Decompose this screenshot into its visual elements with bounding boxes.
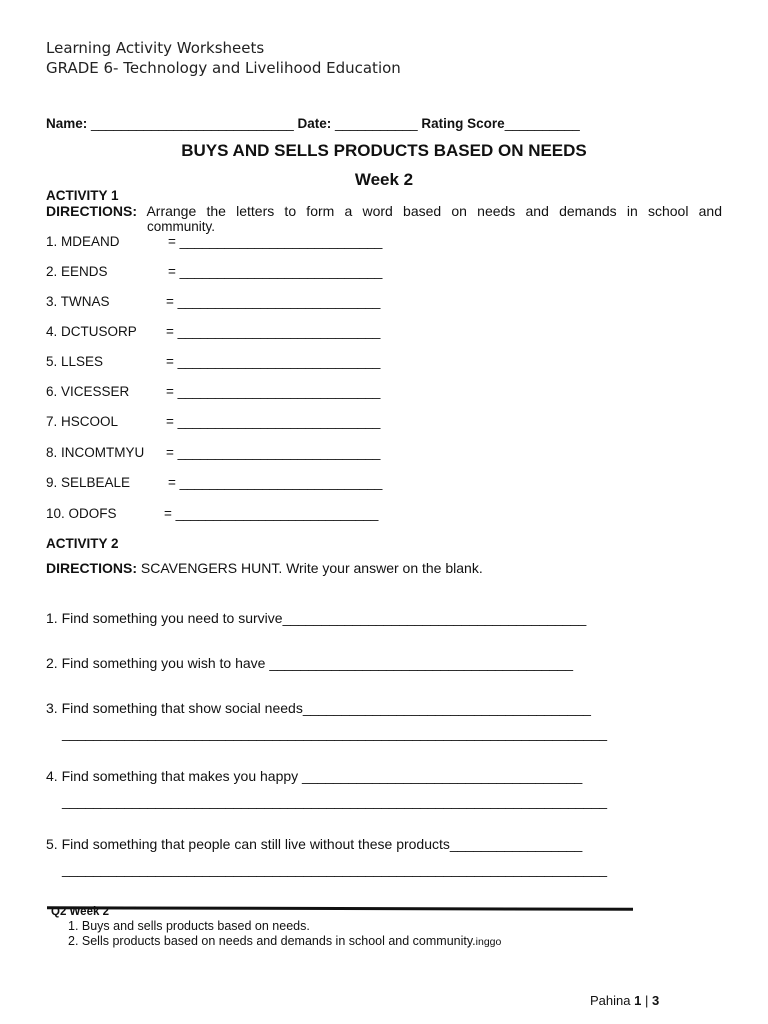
worksheet-header-line2: GRADE 6- Technology and Livelihood Education	[46, 59, 401, 77]
worksheet-header-line1: Learning Activity Worksheets	[46, 39, 265, 57]
activity1-item-word: 3. TWNAS	[46, 294, 110, 309]
rating-label: Rating Score	[421, 116, 505, 131]
activity1-item-word: 6. VICESSER	[46, 384, 130, 399]
page-prefix: Pahina	[590, 993, 635, 1008]
date-label: Date:	[297, 116, 332, 131]
activity1-item-answer[interactable]: = ___________________________	[166, 414, 381, 429]
page-total: 3	[651, 993, 660, 1008]
activity1-item-answer[interactable]: = ___________________________	[168, 234, 383, 249]
page-current: 1	[634, 993, 642, 1008]
activity1-item-answer[interactable]: = ___________________________	[164, 506, 379, 521]
activity1-item-answer[interactable]: = ___________________________	[166, 354, 381, 369]
activity1-item-word: 7. HSCOOL	[46, 414, 119, 429]
page-number	[590, 993, 659, 1008]
activity2-question-3[interactable]: 3. Find something that show social needs_____________________________________	[46, 700, 591, 716]
footer-item-1: 1. Buys and sells products based on needs.	[68, 919, 310, 933]
activity2-question-4[interactable]: 4. Find something that makes you happy ____________________________________	[46, 768, 583, 784]
activity1-item-answer[interactable]: = ___________________________	[166, 294, 381, 309]
activity1-directions-label: DIRECTIONS:	[46, 203, 137, 219]
footer-watermark: inggo	[475, 936, 502, 948]
activity1-item-word: 9. SELBEALE	[46, 475, 131, 490]
week-heading: Week 2	[354, 170, 414, 189]
page-separator: |	[641, 993, 652, 1008]
footer-divider	[47, 906, 633, 911]
rating-blank[interactable]: __________	[504, 116, 580, 131]
activity2-question-1[interactable]: 1. Find something you need to survive_______________________________________	[46, 610, 587, 626]
activity1-heading: ACTIVITY 1	[46, 188, 119, 203]
activity1-directions-text: Arrange the letters to form a word based on needs and demands in school and	[146, 203, 722, 219]
name-blank[interactable]: ___________________________	[91, 116, 294, 131]
footer-item-2	[68, 934, 501, 948]
activity2-question-5-line2[interactable]: ______________________________________________________________________	[62, 861, 608, 877]
activity2-question-5[interactable]: 5. Find something that people can still live without these products_________________	[46, 836, 583, 852]
info-line	[46, 116, 580, 131]
activity2-question-2[interactable]: 2. Find something you wish to have _______________________________________	[46, 655, 574, 671]
activity2-question-4-line2[interactable]: ______________________________________________________________________	[62, 793, 608, 809]
activity2-directions-label: DIRECTIONS:	[46, 560, 137, 576]
footer-item-2-text: 2. Sells products based on needs and demands in school and community.	[68, 934, 476, 948]
activity2-question-3-line2[interactable]: ______________________________________________________________________	[62, 725, 608, 741]
activity2-directions	[46, 560, 483, 576]
activity1-item-answer[interactable]: = ___________________________	[166, 324, 381, 339]
footer-label: Q2 Week 2	[51, 906, 109, 918]
date-blank[interactable]: ___________	[335, 116, 418, 131]
activity1-directions	[46, 203, 722, 219]
page-title: BUYS AND SELLS PRODUCTS BASED ON NEEDS	[181, 141, 587, 160]
activity1-item-answer[interactable]: = ___________________________	[168, 264, 383, 279]
activity2-heading: ACTIVITY 2	[46, 536, 119, 551]
activity1-item-answer[interactable]: = ___________________________	[168, 475, 383, 490]
activity1-item-word: 1. MDEAND	[46, 234, 120, 249]
name-label: Name:	[46, 116, 88, 131]
activity1-item-word: 2. EENDS	[46, 264, 108, 279]
activity1-item-answer[interactable]: = ___________________________	[166, 384, 381, 399]
activity1-item-word: 10. ODOFS	[46, 506, 117, 521]
activity1-directions-cont: community.	[147, 219, 216, 234]
activity1-item-word: 8. INCOMTMYU	[46, 445, 145, 460]
activity1-item-word: 4. DCTUSORP	[46, 324, 137, 339]
activity1-item-word: 5. LLSES	[46, 354, 104, 369]
activity2-directions-text: SCAVENGERS HUNT. Write your answer on the blank.	[140, 560, 483, 576]
activity1-item-answer[interactable]: = ___________________________	[166, 445, 381, 460]
